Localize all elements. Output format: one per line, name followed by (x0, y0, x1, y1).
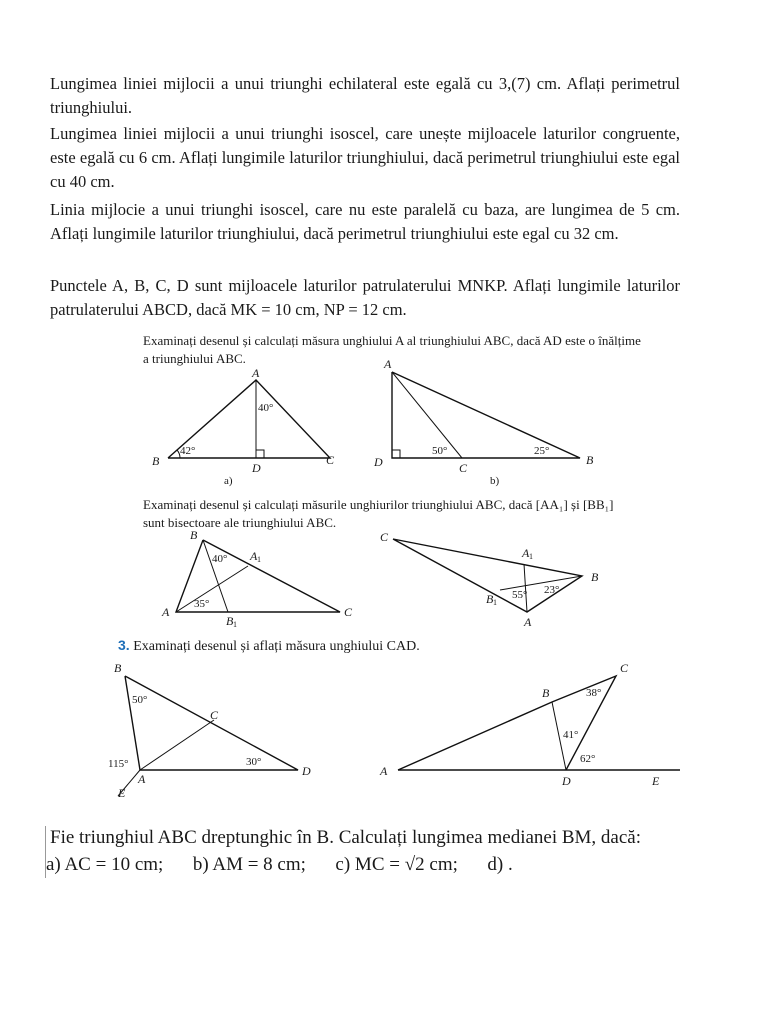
fig2r-label-B1: B (486, 592, 494, 606)
bottom-problem-text: Fie triunghiul ABC dreptunghic în B. Calculați lungimea medianei BM, dacă: (50, 827, 642, 848)
fig3r-angle-C: 38° (586, 687, 602, 699)
fig2l-label-B1: B (226, 614, 234, 628)
bottom-options (46, 853, 513, 877)
option-c: c) MC = √2 cm; (335, 854, 458, 875)
fig2r-label-C: C (380, 530, 389, 544)
fig3l-angle-B: 50° (132, 694, 148, 706)
fig3l-label-C: C (210, 708, 219, 722)
option-a: a) AC = 10 cm; (46, 854, 164, 875)
exercise-3-number: 3. (118, 637, 130, 653)
fig2l-label-C: C (344, 605, 353, 619)
fig3l-label-B: B (114, 661, 122, 675)
problem-3-text: Linia mijlocie a unui triunghi isoscel, care nu este paralelă cu baza, are lungimea de 5 cm. Aflați lungimile laturilor triunghiului, dacă perimetrul triunghiului este egal cu 32 cm. (50, 200, 680, 243)
fig3r-label-E: E (652, 774, 660, 788)
fig1b-label-B: B (586, 453, 594, 467)
fig3l-angle-A: 115° (108, 758, 129, 770)
fig2l-angle-B: 40° (212, 553, 228, 565)
fig3r-angle-1: 41° (563, 729, 579, 741)
fig1a-label-D: D (252, 461, 261, 475)
fig3l-label-E: E (118, 786, 126, 800)
fig1a-label-A: A (252, 366, 260, 380)
fig2l-label-B: B (190, 528, 198, 542)
problem-2-text: Lungimea liniei mijlocii a unui triunghi isoscel, care unește mijloacele laturilor congruente, este egală cu 6 cm. Aflați lungimile laturilor triunghiului, dacă perimetrul triunghiului este egal cu 40 cm. (50, 124, 680, 191)
fig1b-angle-C: 50° (432, 445, 448, 457)
fig1a-caption: a) (224, 475, 233, 487)
fig3r-angle-2: 62° (580, 753, 596, 765)
fig3l-label-A: A (138, 772, 146, 786)
fig3r-label-C: C (620, 661, 629, 675)
exercise-3-text: Examinați desenul și aflați măsura unghiului CAD. (133, 639, 420, 654)
fig1a-label-B: B (152, 454, 160, 468)
fig2r-angle-2: 23° (544, 584, 560, 596)
fig2l-label-A: A (162, 605, 170, 619)
option-d: d) . (487, 854, 513, 875)
problem-4-text: Punctele A, B, C, D sunt mijloacele laturilor patrulaterului MNKP. Aflați lungimile laturilor patrulaterului ABCD, dacă MK = 10 cm, NP = 12 cm. (50, 276, 680, 319)
fig2r-label-A1: A (522, 546, 530, 560)
fig2r-label-A: A (524, 615, 532, 629)
fig3l-angle-D: 30° (246, 756, 262, 768)
problem-1-text: Lungimea liniei mijlocii a unui triunghi echilateral este egală cu 3,(7) cm. Aflați perimetrul triunghiului. (50, 74, 680, 117)
fig1a-label-C: C (326, 453, 335, 467)
fig3l-label-D: D (302, 764, 311, 778)
fig2r-angle-1: 55° (512, 589, 528, 601)
exercise-2-text: Examinați desenul și calculați măsurile unghiurilor triunghiului ABC, dacă [AA₁] și [BB₁] sunt bisectoare ale triunghiului ABC. (143, 497, 614, 530)
fig1b-angle-B: 25° (534, 445, 550, 457)
fig1a-angle-top: 40° (258, 402, 274, 414)
fig2r-sub-A1: 1 (529, 552, 533, 561)
fig2l-sub-B1: 1 (233, 620, 237, 629)
fig1b-label-C: C (459, 461, 468, 475)
fig3r-label-B: B (542, 686, 550, 700)
fig1a-angle-B: 42° (180, 445, 196, 457)
fig1b-label-A: A (384, 357, 392, 371)
fig3r-label-D: D (562, 774, 571, 788)
fig2l-label-A1: A (250, 549, 258, 563)
exercise-1-text: Examinați desenul și calculați măsura unghiului A al triunghiului ABC, dacă AD este o înălțime a triunghiului ABC. (143, 333, 641, 366)
fig2r-sub-B1: 1 (493, 598, 497, 607)
option-b: b) AM = 8 cm; (192, 854, 306, 875)
fig2l-angle-A: 35° (194, 598, 210, 610)
fig2l-sub-A1: 1 (257, 555, 261, 564)
fig2r-label-B: B (591, 570, 599, 584)
fig1b-caption: b) (490, 475, 500, 487)
fig1b-label-D: D (374, 455, 383, 469)
fig3r-label-A: A (380, 764, 388, 778)
